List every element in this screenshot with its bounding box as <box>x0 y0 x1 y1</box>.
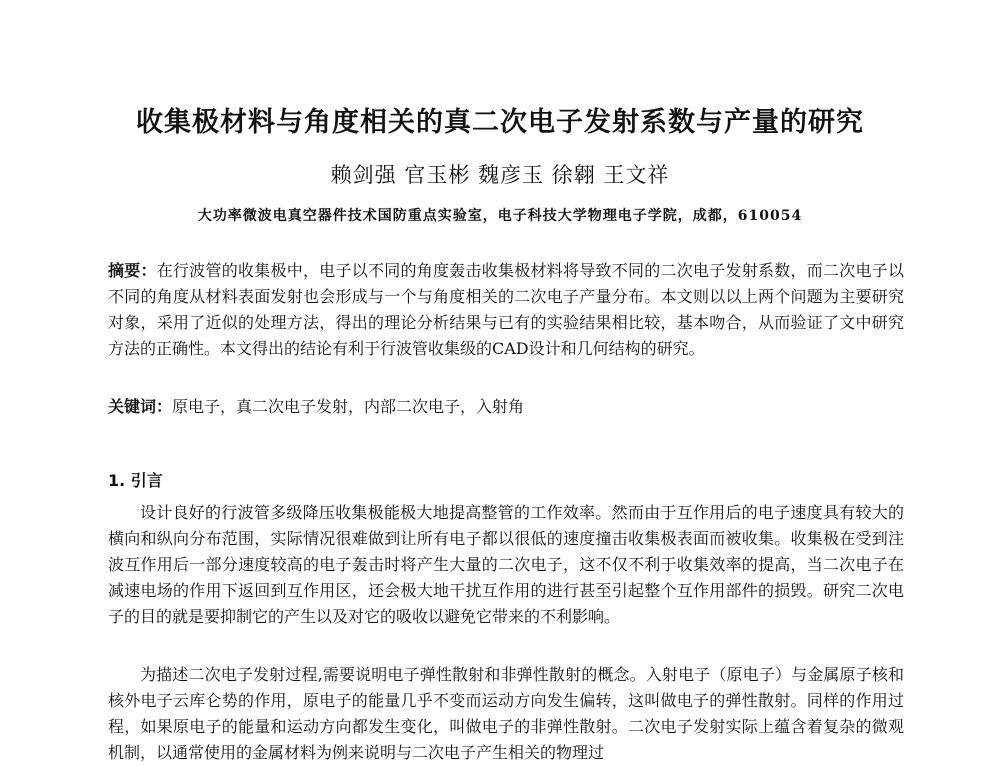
paper-title: 收集极材料与角度相关的真二次电子发射系数与产量的研究 <box>136 107 864 138</box>
author-list: 赖剑强 官玉彬 魏彦玉 徐翱 王文祥 <box>330 163 670 187</box>
body-paragraph-2: 为描述二次电子发射过程,需要说明电子弹性散射和非弹性散射的概念。入射电子（原电子）与金属原子核和核外电子云库仑势的作用，原电子的能量几乎不变而运动方向发生偏转，这叫做电子的弹性散射。同样的作用过程，如果原电子的能量和运动方向都发生变化，叫做电子的非弹性散射。二次电子发射实际上蕴含着复杂的微观机制，以通常使用的金属材料为例来说明与二次电子产生相关的物理过 <box>108 665 904 762</box>
abstract-text: 在行波管的收集极中，电子以不同的角度轰击收集极材料将导致不同的二次电子发射系数，而二次电子以不同的角度从材料表面发射也会形成与一个与角度相关的二次电子产量分布。本文则以以上两个问题为主要研究对象，采用了近似的处理方法，得出的理论分析结果与已有的实验结果相比较，基本吻合，从而验证了文中研究方法的正确性。本文得出的结论有利于行波管收集级的CAD设计和几何结构的研究。 <box>108 261 904 358</box>
abstract-label: 摘要： <box>108 261 157 280</box>
keywords-text: 原电子，真二次电子发射，内部二次电子，入射角 <box>172 397 525 416</box>
keywords <box>108 394 904 420</box>
section-heading-introduction: 1. 引言 <box>108 471 163 490</box>
abstract <box>108 258 904 362</box>
keywords-label: 关键词： <box>108 397 173 416</box>
affiliation: 大功率微波电真空器件技术国防重点实验室，电子科技大学物理电子学院，成都，610054 <box>197 208 803 224</box>
body-paragraph-1: 设计良好的行波管多级降压收集极能极大地提高整管的工作效率。然而由于互作用后的电子速度具有较大的横向和纵向分布范围，实际情况很难做到让所有电子都以很低的速度撞击收集极表面而被收集。收集极在受到注波互作用后一部分速度较高的电子轰击时将产生大量的二次电子，这不仅不利于收集效率的提高，当二次电子在减速电场的作用下返回到互作用区，还会极大地干扰互作用的进行甚至引起整个互作用部件的损毁。研究二次电子的目的就是要抑制它的产生以及对它的吸收以避免它带来的不利影响。 <box>108 503 904 626</box>
